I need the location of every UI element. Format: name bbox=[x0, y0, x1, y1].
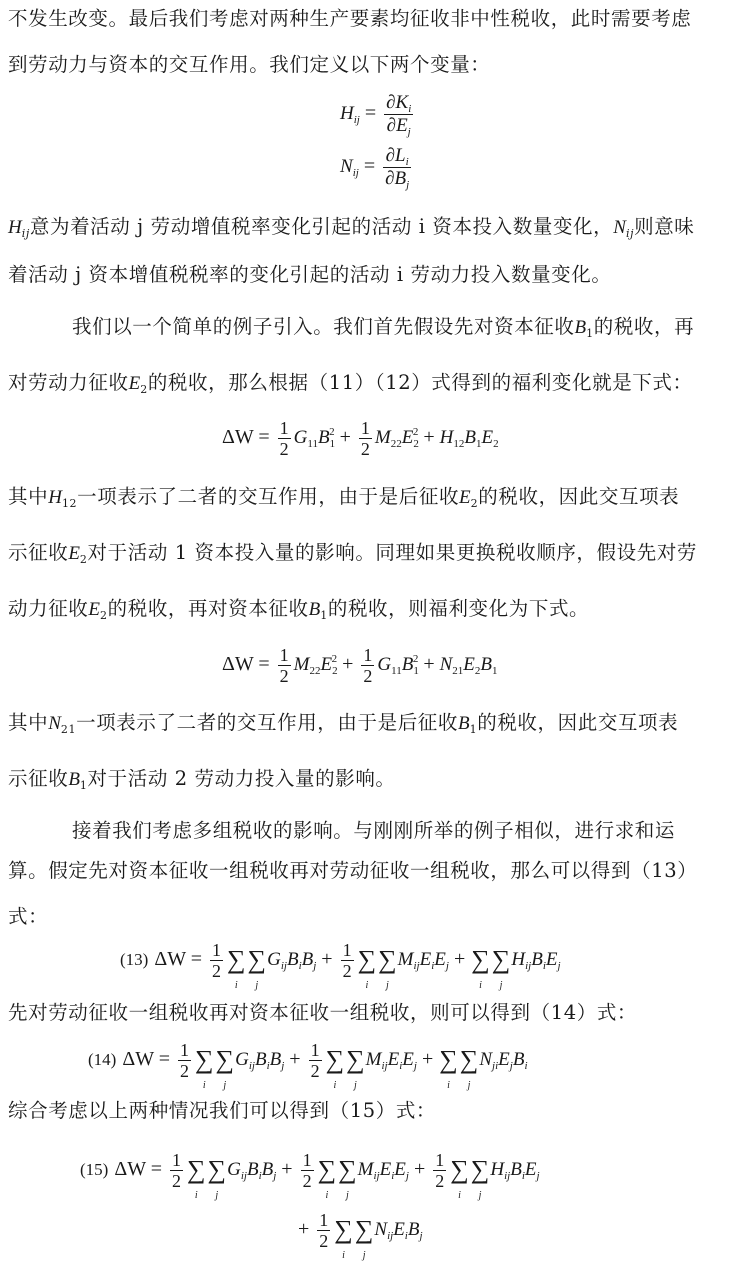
body-text-line: 动力征收$E_2$的税收，再对资本征收$B_1$的税收，则福利变化为下式。 bbox=[8, 597, 590, 622]
body-text-line: 着活动 j 资本增值税税率的变化引起的活动 i 劳动力投入数量变化。 bbox=[8, 263, 612, 286]
equation-h-definition: $H_{ij}$ = $\frac{\partial K_i}{\partial E_j}$ bbox=[340, 92, 412, 138]
body-text-line: 综合考虑以上两种情况我们可以得到（15）式： bbox=[8, 1099, 437, 1122]
body-text-line: 算。假定先对资本征收一组税收再对劳动征收一组税收，那么可以得到（13） bbox=[8, 859, 698, 882]
equation-welfare-change-2: ΔW = $\frac{1}{2}$ $M_{22}E_2^2$ + $\frac{1}{2}$ $G_{11}B_1^2 + N_{21}E_2B_1$ bbox=[222, 645, 498, 686]
body-text-line: 示征收$E_2$对于活动 1 资本投入量的影响。同理如果更换税收顺序，假设先对劳 bbox=[8, 541, 698, 566]
body-text-line: $H_{ij}$意为着活动 j 劳动增值税率变化引起的活动 i 资本投入数量变化，$N_{ij}$则意味 bbox=[8, 215, 695, 240]
equation-welfare-change-1: ΔW = $\frac{1}{2}$ $G_{11}B_1^2$ + $\frac{1}{2}$ $M_{22}E_2^2 + H_{12}B_1E_2$ bbox=[222, 418, 499, 459]
equation-13: (13) ΔW = $\frac{1}{2}$ ∑ i ∑ j $G_{ij}B_iB_j$ + $\frac{1}{2}$ ∑ i ∑ j $M_{ij}E_iE_j$ + ∑ i ∑ j $H_{ij}B_iE_j$ bbox=[120, 940, 561, 992]
equation-15-continued: + $\frac{1}{2}$ ∑ i ∑ j $N_{ij}E_iB_j$ bbox=[298, 1210, 423, 1262]
body-text-line: 接着我们考虑多组税收的影响。与刚刚所举的例子相似，进行求和运 bbox=[72, 819, 676, 842]
body-text-line: 其中$N_{21}$一项表示了二者的交互作用，由于是后征收$B_1$的税收，因此交互项表 bbox=[8, 711, 679, 736]
body-text-line: 我们以一个简单的例子引入。我们首先假设先对资本征收$B_1$的税收，再 bbox=[72, 315, 695, 340]
equation-n-definition: $N_{ij}$ = $\frac{\partial L_i}{\partial B_j}$ bbox=[340, 145, 410, 191]
equation-label: (14) bbox=[88, 1050, 117, 1070]
body-text-line: 不发生改变。最后我们考虑对两种生产要素均征收非中性税收，此时需要考虑 bbox=[8, 7, 692, 30]
equation-15: (15) ΔW = $\frac{1}{2}$ ∑ i ∑ j $G_{ij}B_iB_j$ + $\frac{1}{2}$ ∑ i ∑ j $M_{ij}E_iE_j$ + $\frac{1}{2}$ ∑ i ∑ j $H_{ij}B_iE_j$ bbox=[80, 1150, 540, 1202]
equation-label: (15) bbox=[80, 1160, 109, 1180]
body-text-line: 式： bbox=[8, 905, 49, 928]
body-text-line: 对劳动力征收$E_2$的税收，那么根据（11）（12）式得到的福利变化就是下式： bbox=[8, 371, 693, 396]
body-text-line: 到劳动力与资本的交互作用。我们定义以下两个变量： bbox=[8, 53, 491, 76]
equation-label: (13) bbox=[120, 950, 149, 970]
body-text-line: 示征收$B_1$对于活动 2 劳动力投入量的影响。 bbox=[8, 767, 396, 792]
body-text-line: 其中$H_{12}$一项表示了二者的交互作用，由于是后征收$E_2$的税收，因此交互项表 bbox=[8, 485, 680, 510]
body-text-line: 先对劳动征收一组税收再对资本征收一组税收，则可以得到（14）式： bbox=[8, 1001, 638, 1024]
equation-14: (14) ΔW = $\frac{1}{2}$ ∑ i ∑ j $G_{ij}B_iB_j$ + $\frac{1}{2}$ ∑ i ∑ j $M_{ij}E_iE_j$ + ∑ i ∑ j $N_{ji}E_jB_i$ bbox=[88, 1040, 528, 1092]
